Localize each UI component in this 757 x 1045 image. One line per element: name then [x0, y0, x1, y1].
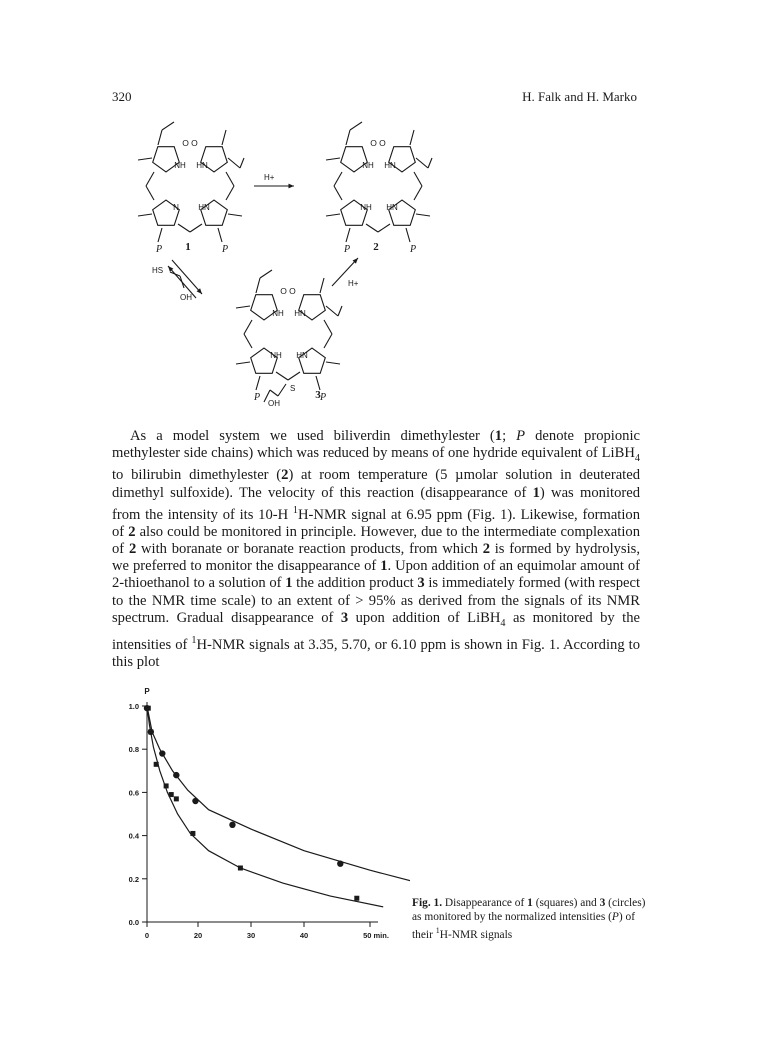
body-run: is immediately formed (with respect to the NMR time scale) to an extent of > 95% as derived from the signals of its NMR spectrum. Gradual disappearance of: [112, 575, 640, 626]
caption-run: Fig. 1.: [412, 897, 443, 909]
compound-1-nh-label: NH: [174, 161, 186, 170]
data-point-circle: [144, 705, 150, 711]
arrow-1-to-3: [172, 260, 202, 294]
caption-run: ) of their: [412, 911, 636, 942]
compound-3-oh-label: OH: [268, 399, 280, 408]
compound-1-vinyl: [158, 130, 162, 145]
body-run: with boranate or boranate reaction products, from which: [136, 540, 483, 557]
compound-3-nh-label: NH: [272, 309, 284, 318]
data-point-circle: [192, 798, 198, 804]
x-tick-label: 40: [299, 931, 309, 940]
compound-2-bridge: [414, 186, 422, 200]
compound-2-label: 2: [373, 241, 379, 253]
data-point-circle: [159, 750, 165, 756]
body-run: ) was monitored from the intensity of its 10-H: [112, 484, 640, 523]
body-run: 2: [128, 540, 137, 557]
compound-2-bridge: [378, 224, 390, 232]
data-point-square: [154, 762, 159, 767]
body-run: 2: [482, 540, 490, 557]
compound-3-s-chain: [278, 384, 286, 396]
data-point-square: [190, 831, 195, 836]
oh-label: OH: [180, 293, 192, 302]
compound-3-hn-label: HN: [294, 309, 306, 318]
compound-1-bridge: [146, 186, 154, 200]
body-run: ) at room temperature (5 µmolar solution in deuterated dimethyl sulfoxide). The velocity of this reaction (disappearance of: [112, 467, 641, 501]
compound-1-n-label: N: [173, 203, 179, 212]
compound-2-methyl: [410, 130, 414, 145]
compound-1-bridge: [226, 186, 234, 200]
body-run: to bilirubin dimethylester (: [112, 467, 282, 484]
compound-3-nh-label: NH: [270, 351, 282, 360]
data-point-circle: [337, 860, 343, 866]
body-paragraph: [112, 428, 640, 671]
hs-label: HS: [152, 266, 164, 275]
compound-2-bridge: [334, 172, 342, 186]
body-run: as monitored by the intensities of: [112, 609, 640, 653]
compound-3-bridge: [276, 372, 288, 380]
caption-run: 1: [527, 897, 533, 909]
compound-3-bridge: [324, 320, 332, 334]
body-run: also could be monitored in principle. However, due to the intermediate complexation of: [112, 523, 640, 557]
body-run: H-NMR signal at 6.95 ppm (Fig. 1). Likewise, formation of: [112, 506, 641, 540]
compound-1-p-label: P: [156, 244, 163, 255]
compound-1-hn-label: HN: [198, 203, 210, 212]
compound-1-bridge: [146, 172, 154, 186]
caption-run: P: [611, 911, 619, 924]
compound-1-bridge: [226, 172, 234, 186]
compound-2-hn-label: HN: [386, 203, 398, 212]
body-run: 1: [494, 428, 503, 444]
compound-2-nh-label: NH: [360, 203, 372, 212]
data-point-square: [164, 783, 169, 788]
body-run: denote propionic methylester side chains) which was reduced by means of one hydride equivalent of LiBH: [112, 428, 640, 462]
compound-1-propionic: [158, 228, 162, 242]
compound-1-methyl: [138, 214, 152, 216]
compound-3-methyl: [326, 362, 340, 364]
compound-1-methyl: [138, 158, 152, 160]
compound-3-label: 3: [315, 389, 321, 401]
data-point-square: [174, 796, 179, 801]
arrow-acid-label: H+: [264, 173, 275, 182]
compound-2-propionic: [346, 228, 350, 242]
compound-1-hn-label: HN: [196, 161, 208, 170]
data-point-circle: [148, 729, 154, 735]
y-tick-label: 0.0: [128, 918, 139, 927]
caption-run: H-NMR signals: [439, 929, 513, 942]
page-number: 320: [112, 89, 132, 104]
data-point-square: [169, 792, 174, 797]
compound-2-methyl: [326, 214, 340, 216]
body-run: . Upon addition of an equimolar amount of 2-thioethanol to a solution of: [112, 558, 640, 592]
compound-2-vinyl: [346, 130, 350, 145]
compound-3-propionic: [256, 376, 260, 390]
compound-3-oxo-label: O O: [280, 286, 296, 296]
compound-1-bridge: [178, 224, 190, 232]
body-run: 1: [191, 634, 197, 646]
data-point-square: [238, 866, 243, 871]
compound-3-methyl: [236, 362, 250, 364]
body-run: P: [516, 428, 526, 444]
compound-1-methyl: [222, 130, 226, 145]
running-head: H. Falk and H. Marko: [522, 89, 637, 104]
compound-2-propionic: [406, 228, 410, 242]
arrow-acid-label-right: H+: [348, 279, 359, 288]
compound-1-vinyl: [162, 122, 174, 130]
compound-1-bridge: [190, 224, 202, 232]
series-square-curve: [147, 706, 383, 907]
compound-1-propionic: [218, 228, 222, 242]
compound-1-methyl: [228, 214, 242, 216]
figure-caption: [412, 896, 648, 942]
y-tick-label: 0.8: [128, 745, 139, 755]
compound-3-bridge: [324, 334, 332, 348]
y-tick-label: 0.2: [128, 874, 139, 884]
compound-3-s-label: S: [290, 384, 296, 393]
body-run: 3: [417, 575, 425, 592]
body-text: [112, 428, 640, 671]
compound-3-p-label: P: [320, 392, 327, 403]
compound-2-vinyl: [350, 122, 362, 130]
body-run: 2: [128, 523, 136, 540]
x-tick-label: 0: [144, 931, 150, 940]
body-run: ;: [502, 428, 517, 444]
caption-run: (squares) and: [532, 897, 600, 909]
compound-2-bridge: [334, 186, 342, 200]
body-run: 1: [532, 484, 540, 501]
data-point-square: [354, 896, 359, 901]
compound-2-nh-label: NH: [362, 161, 374, 170]
body-run: the addition product: [292, 575, 418, 592]
figure-1-plot: [110, 680, 410, 955]
x-tick-label: 30: [246, 931, 256, 940]
body-run: 1: [292, 504, 299, 516]
caption-run: Disappearance of: [442, 897, 528, 909]
compound-3-propionic: [316, 376, 320, 390]
data-point-circle: [173, 772, 179, 778]
body-run: 4: [634, 453, 640, 465]
thioethanol-chain: [180, 276, 184, 288]
compound-3-s-chain: [270, 390, 278, 396]
compound-1-oxo-label: O O: [182, 138, 198, 148]
body-run: As a model system we used biliverdin dimethylester (: [130, 428, 495, 444]
compound-2-p-label: P: [344, 244, 351, 255]
reaction-scheme: [110, 108, 650, 418]
x-tick-label: 20: [193, 931, 203, 940]
compound-3-p-label: P: [254, 392, 261, 403]
data-point-circle: [229, 822, 235, 828]
compound-3-bridge: [244, 334, 252, 348]
body-run: 4: [500, 617, 506, 629]
y-tick-label: 1.0: [128, 702, 139, 711]
caption-run: 1: [435, 926, 440, 936]
compound-2-vinyl: [428, 158, 432, 168]
arrow-1-to-2-head: [288, 184, 294, 189]
body-run: 1: [380, 558, 388, 575]
body-run: H-NMR signals at 3.35, 5.70, or 6.10 ppm is shown in Fig. 1. According to this plot: [112, 636, 640, 670]
compound-3-vinyl: [338, 306, 342, 316]
compound-2-vinyl: [416, 158, 428, 168]
compound-2-methyl: [416, 214, 430, 216]
compound-3-methyl: [320, 278, 324, 293]
y-axis-label: P: [144, 687, 150, 696]
compound-3-hn-label: HN: [296, 351, 308, 360]
compound-3-vinyl: [326, 306, 338, 316]
caption-run: 3: [599, 897, 606, 909]
body-run: 1: [285, 575, 293, 592]
body-run: is formed by hydrolysis, we preferred to monitor the disappearance of: [112, 540, 640, 575]
compound-3-bridge: [244, 320, 252, 334]
compound-2-oxo-label: O O: [370, 138, 386, 148]
y-tick-label: 0.6: [128, 788, 139, 798]
caption-run: (circles) as monitored by the normalized intensities (: [412, 897, 646, 924]
reaction-scheme-svg: [110, 108, 650, 418]
body-run: 3: [340, 609, 349, 626]
thioethanol-chain: [170, 272, 180, 276]
compound-1-vinyl: [228, 158, 240, 168]
compound-1-vinyl: [240, 158, 244, 168]
body-run: upon addition of LiBH: [348, 609, 501, 626]
compound-3-methyl: [236, 306, 250, 308]
x-tick-label: 50 min.: [363, 931, 389, 940]
compound-3-vinyl: [260, 270, 272, 278]
y-tick-label: 0.4: [128, 831, 139, 841]
compound-2-methyl: [326, 158, 340, 160]
compound-2-p-label: P: [410, 244, 417, 255]
compound-1-label: 1: [185, 241, 191, 253]
compound-1-p-label: P: [222, 244, 229, 255]
compound-2-bridge: [414, 172, 422, 186]
figure-1-chart: [110, 680, 410, 955]
body-run: 2: [281, 467, 289, 484]
compound-3-bridge: [288, 372, 300, 380]
compound-3-vinyl: [256, 278, 260, 293]
series-circle-curve: [147, 706, 410, 911]
compound-2-bridge: [366, 224, 378, 232]
compound-2-hn-label: HN: [384, 161, 396, 170]
